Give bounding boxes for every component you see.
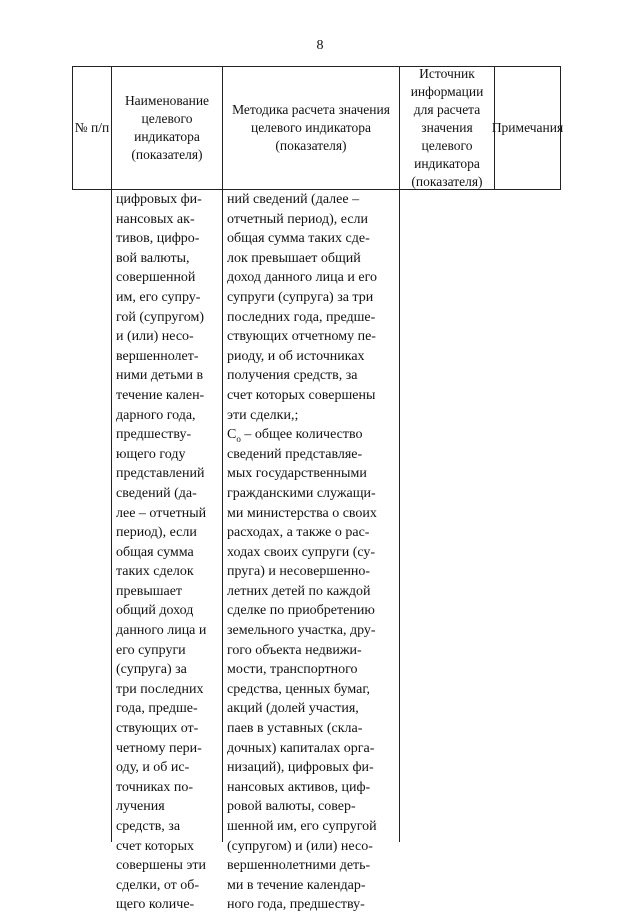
name-text-line: точниках по- xyxy=(116,779,194,795)
method-text-line: пруга) и несовершенно- xyxy=(227,564,371,580)
method-text-line: акций (долей участия, xyxy=(227,701,359,717)
name-text-line: оду, и об ис- xyxy=(116,760,190,776)
name-text-line: его супруги xyxy=(116,642,186,658)
header-source: Источник информации для расчета значения целевого индикатора (показателя) xyxy=(410,66,484,189)
name-text-line: дарного года, xyxy=(116,407,196,423)
name-text-line: таких сделок xyxy=(116,564,194,580)
method-text-line: лок превышает общий xyxy=(227,250,361,266)
name-text-line: тивов, цифро- xyxy=(116,231,200,247)
method-text-line: отчетный период), если xyxy=(227,211,369,227)
name-text-line: общая сумма xyxy=(116,544,194,560)
method-cell xyxy=(227,190,397,915)
name-text-line: превышает xyxy=(116,583,183,599)
name-text-line: счет которых xyxy=(116,838,195,854)
border-col2 xyxy=(222,66,223,842)
name-text-line: вой валюты, xyxy=(116,250,190,266)
method-text-line: (супругом) и (или) несо- xyxy=(227,838,373,854)
name-text-line: сделки, от об- xyxy=(116,877,200,893)
header-number: № п/п xyxy=(74,120,110,135)
header-notes: Примечания xyxy=(491,120,564,135)
method-text-line: летних детей по каждой xyxy=(227,583,371,599)
method-text-line: ми министерства о своих xyxy=(227,505,377,521)
method-text-line: ровой валюты, совер- xyxy=(227,799,356,815)
border-col3 xyxy=(399,66,400,842)
method-text-line: гого объекта недвижи- xyxy=(227,642,362,658)
name-text-line: предшеству- xyxy=(116,427,192,443)
method-text-line: супруги (супруга) за три xyxy=(227,289,374,305)
method-text-line: паев в уставных (скла- xyxy=(227,721,363,737)
name-text-line: четному пери- xyxy=(116,740,202,756)
method-text-line: сведений представляе- xyxy=(227,446,363,462)
name-text-line: (супруга) за xyxy=(116,662,187,678)
name-text-line: сведений (да- xyxy=(116,485,197,501)
method-text-line: общая сумма таких сде- xyxy=(227,231,370,247)
method-text-line: нансовых активов, циф- xyxy=(227,779,371,795)
name-text-line: им, его супру- xyxy=(116,289,201,305)
header-name: Наименование целевого индикатора (показателя) xyxy=(124,93,210,162)
method-text-line: ствующих отчетному пе- xyxy=(227,329,376,345)
name-text-line: ющего году xyxy=(116,446,186,462)
method-text-line: получения средств, за xyxy=(227,368,358,384)
method-text-line: ходах своих супруги (су- xyxy=(227,544,376,560)
method-text-b xyxy=(227,445,397,915)
name-text-line: вершеннолет- xyxy=(116,348,199,364)
name-text-line: щего количе- xyxy=(116,897,195,913)
page-number: 8 xyxy=(316,38,324,53)
name-text-line: гой (супругом) xyxy=(116,309,205,325)
method-text-line: расходах, а также о рас- xyxy=(227,525,370,541)
method-variable-line: $C_о$ – общее количество xyxy=(227,427,363,444)
name-text-line: года, предше- xyxy=(116,701,198,717)
method-text-line: риоду, и об источниках xyxy=(227,348,365,364)
name-text-line: совершены эти xyxy=(116,858,206,874)
method-text-a xyxy=(227,190,397,425)
method-text-line: последних года, предше- xyxy=(227,309,376,325)
name-text-line: три последних xyxy=(116,681,204,697)
method-text-line: эти сделки,; xyxy=(227,407,299,423)
name-text-line: средств, за xyxy=(116,819,181,834)
method-text-line: ного года, предшеству- xyxy=(227,897,365,913)
method-text-line: низаций), цифровых фи- xyxy=(227,760,374,776)
name-text-line: представлений xyxy=(116,466,205,482)
name-text-line: нансовых ак- xyxy=(116,211,195,227)
name-text-line: лучения xyxy=(116,799,165,815)
header-method: Методика расчета значения целевого индикатора (показателя) xyxy=(232,102,390,153)
method-text-line: доход данного лица и его xyxy=(227,270,377,286)
method-text-line: шенной им, его супругой xyxy=(227,819,377,834)
method-text-line: мости, транспортного xyxy=(227,662,358,678)
name-text-line: ствующих от- xyxy=(116,721,199,737)
name-text-line: цифровых фи- xyxy=(116,192,202,207)
indicator-name-cell xyxy=(116,190,220,915)
method-text-line: гражданскими служащи- xyxy=(227,485,376,501)
method-text-line: ний сведений (далее – xyxy=(227,192,360,207)
method-text-line: земельного участка, дру- xyxy=(227,623,376,639)
name-text-line: ними детьми в xyxy=(116,368,204,384)
method-text-line: вершеннолетними деть- xyxy=(227,858,371,874)
method-text-line: мых государственными xyxy=(227,466,367,482)
name-text-line: общий доход xyxy=(116,603,194,619)
method-text-line: сделке по приобретению xyxy=(227,603,375,619)
name-text-line: и (или) несо- xyxy=(116,329,194,345)
method-text-line: ми в течение календар- xyxy=(227,877,366,893)
method-text-line: средства, ценных бумаг, xyxy=(227,681,370,697)
name-text-line: совершенной xyxy=(116,270,196,286)
name-text-line: лее – отчетный xyxy=(116,505,207,521)
method-text-line: дочных) капиталах орга- xyxy=(227,740,375,756)
name-text-line: данного лица и xyxy=(116,623,207,639)
name-text-line: период), если xyxy=(116,525,197,541)
name-text-line: течение кален- xyxy=(116,387,205,403)
method-text-line: счет которых совершены xyxy=(227,387,376,403)
